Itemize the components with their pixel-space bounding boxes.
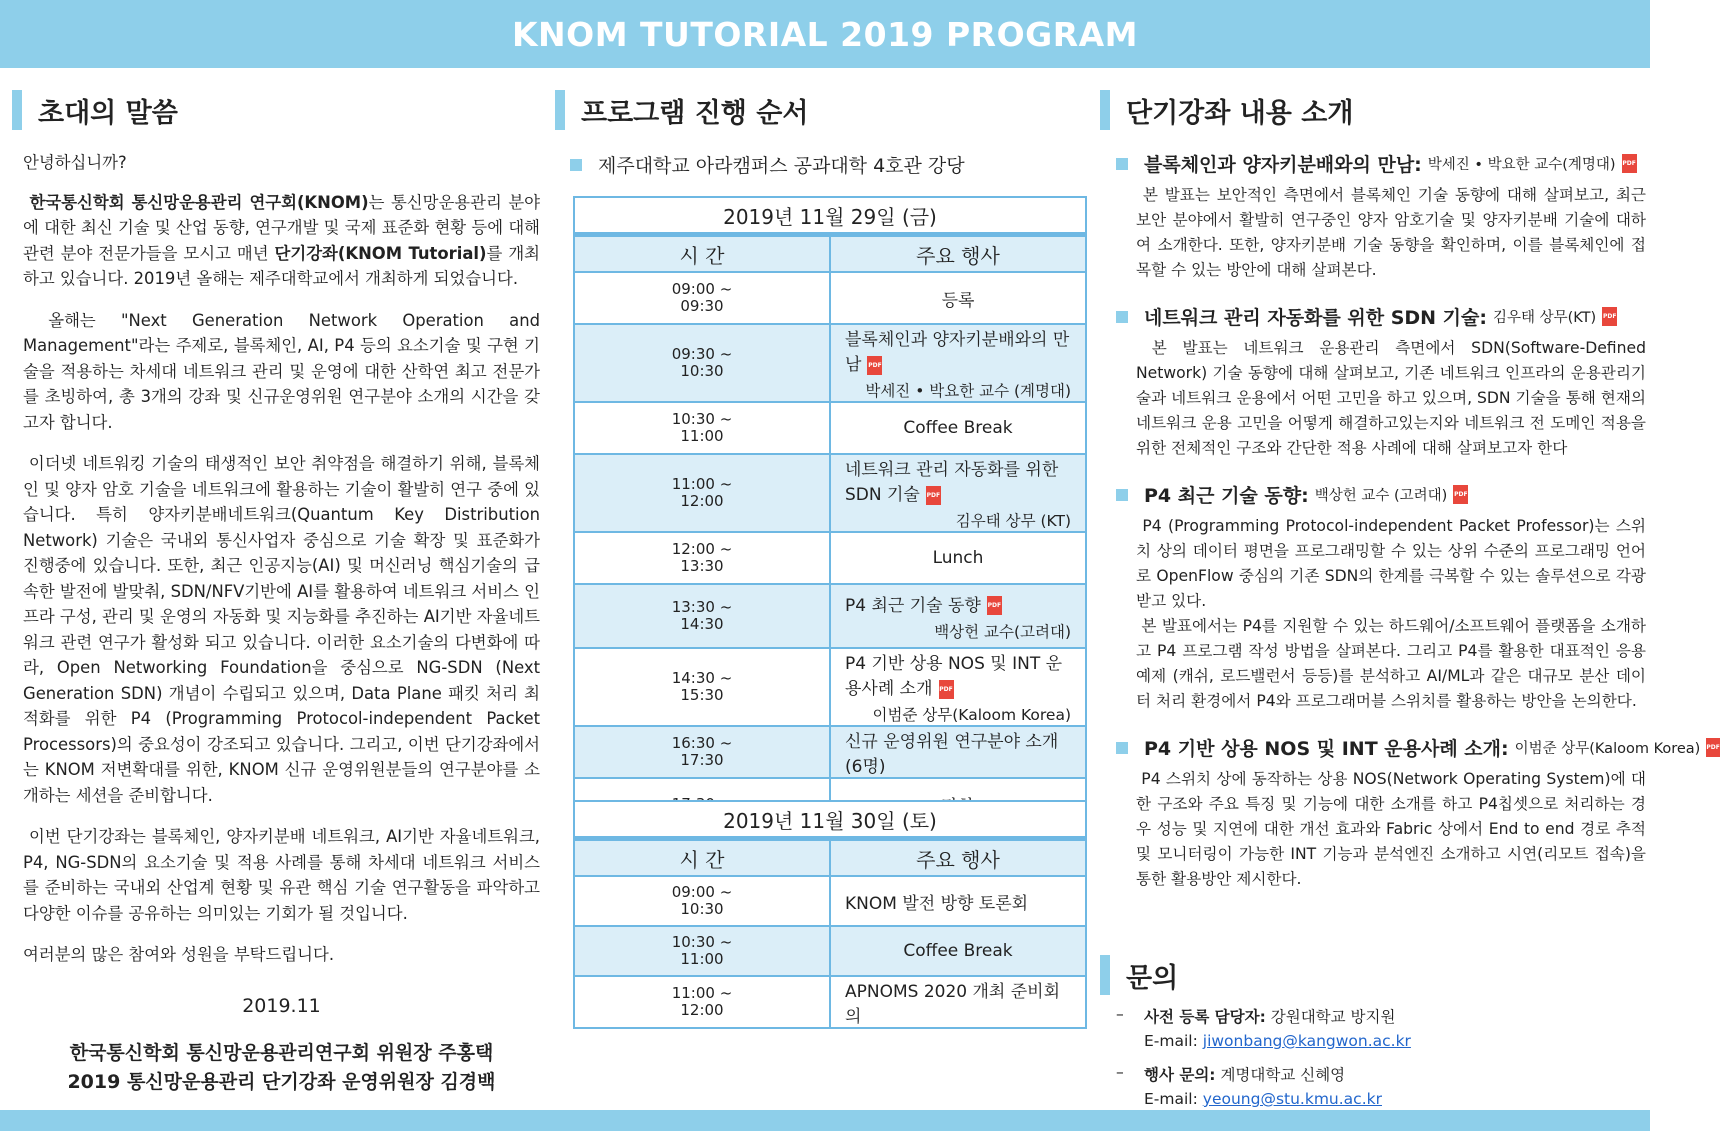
lecture-description [1116, 183, 1646, 283]
welcome-p1-b: 를 개최하고 있습니다. 2019년 올해는 제주대학교에서 개최하게 되었습니다. [23, 243, 541, 288]
bullet-square-icon [1116, 489, 1128, 501]
pdf-icon[interactable]: PDF [987, 596, 1002, 615]
header-banner [0, 0, 1650, 68]
bullet-square-icon [1116, 742, 1128, 754]
greeting: 안녕하십니까? [23, 153, 127, 172]
event-speaker: 김우태 상무 (KT) [955, 512, 1071, 530]
time-end: 11:00 [680, 427, 724, 445]
contact-section-title [1100, 955, 1178, 995]
time-start: 16:30 ~ [671, 734, 733, 752]
lecture-title: 블록체인과 양자키분배와의 만남: [1144, 154, 1422, 176]
table-row [574, 726, 1086, 778]
lecture-speaker: 백상헌 교수 (고려대) [1314, 488, 1448, 504]
event-cell: APNOMS 2020 개최 준비회의 [830, 976, 1086, 1028]
time-end: 10:30 [680, 362, 724, 380]
table-row [574, 876, 1086, 926]
welcome-p2-text: 올해는 "Next Generation Network Operation and Management"라는 주제로, 블록체인, AI, P4 등의 요소기술 및 구현 기술을 적용하는 차세대 네트워크 관리 및 운영에 대한 산학연 최고 전문가를 초빙하여, 총 3개의 강좌 및 신규운영위원 연구분야 소개의 시간을 갖고자 합니다. [23, 310, 540, 432]
event-speaker: 백상헌 교수(고려대) [934, 622, 1071, 641]
section-accent-bar [1100, 90, 1110, 130]
time-cell [574, 976, 830, 1028]
bullet-square-icon [1116, 311, 1128, 323]
time-end: 13:30 [680, 557, 724, 575]
time-end: 17:30 [680, 751, 724, 769]
contact-name: 계명대학교 신혜영 [1220, 1066, 1346, 1084]
event-cell: Lunch [830, 532, 1086, 584]
lecture-title: P4 최근 기술 동향: [1144, 485, 1309, 507]
welcome-p1-a: 는 통신망운용관리 분야에 대한 최신 기술 및 산업 동향, 연구개발 및 국제 표준화 현황 등에 대해 관련 분야 전문가들을 모시고 매년 [23, 192, 540, 263]
table-row [574, 648, 1086, 726]
contact-role: 사전 등록 담당자: [1144, 1008, 1266, 1026]
time-cell [574, 584, 830, 648]
time-start: 09:00 ~ [671, 883, 733, 901]
pdf-icon[interactable]: PDF [1622, 154, 1637, 173]
time-start: 14:30 ~ [671, 669, 733, 687]
signature [23, 1039, 540, 1097]
lecture-title-line [1116, 150, 1646, 177]
lecture-title-line [1116, 303, 1646, 330]
welcome-title-text: 초대의 말씀 [38, 97, 178, 129]
lecture-title-line [1116, 481, 1646, 508]
lectures-section-title [1100, 90, 1353, 130]
time-cell [574, 324, 830, 402]
program-title-text: 프로그램 진행 순서 [581, 97, 809, 129]
time-cell [574, 532, 830, 584]
program-section-title [555, 90, 808, 130]
org-name: 한국통신학회 통신망운용관리 연구회(KNOM) [29, 192, 369, 212]
event-title: 블록체인과 양자키분배와의 만남 [845, 330, 1070, 375]
table-row [574, 976, 1086, 1028]
lecture-speaker: 김우태 상무(KT) [1493, 310, 1597, 326]
time-cell [574, 726, 830, 778]
email-label: E-mail: [1144, 1032, 1198, 1050]
time-start: 11:00 ~ [671, 984, 733, 1002]
lecture-body-1: 본 발표는 네트워크 운용관리 측면에서 SDN(Software-Defined Network) 기술 동향에 대해 살펴보고, 기존 네트워크 인프라의 운용관리기술과 네트워크 운용에서 어떤 고민을 하고 있으며, SDN 기술을 통해 현재의 네트워크 운용 고민을 어떻게 해결하고있는지와 네트워크 전 도메인 적용을 위한 전체적인 구조와 간단한 적용 사례에 대해 살펴보고자 한다 [1136, 339, 1646, 457]
welcome-text [23, 150, 540, 1097]
page-title: KNOM TUTORIAL 2019 PROGRAM [511, 14, 1139, 54]
section-accent-bar [12, 90, 22, 130]
welcome-p3-text: 이더넷 네트워킹 기술의 태생적인 보안 취약점을 해결하기 위해, 블록체인 및 양자 암호 기술을 네트워크에 활용하는 기술이 활발히 연구 중에 있습니다. 특히 양자키분배네트워크(Quantum Key Distribution Network) 기술은 국내외 통신사업자 중심으로 기술 확장 및 표준화가 진행중에 있습니다. 또한, 최근 인공지능(AI) 및 머신러닝 핵심기술의 급속한 발전에 발맞춰, SDN/NFV기반에 AI를 활용하여 네트워크 서비스 인프라 구성, 관리 및 운영의 자동화 및 지능화를 추진하는 AI기반 자율네트워크 관련 연구가 활성화 되고 있습니다. 이러한 요소기술의 다변화에 따라, Open Networking Foundation을 중심으로 NG-SDN (Next Generation SDN) 개념이 수립되고 있으며, Data Plane 패킷 처리 최적화를 위한 P4 (Programming Protocol-independent Packet Processors)의 중요성이 강조되고 있습니다. 그리고, 이번 단기강좌에서는 KNOM 저변확대를 위한, KNOM 신규 운영위원분들의 연구분야를 소개하는 세션을 준비합니다. [23, 454, 540, 805]
bullet-square-icon [1116, 158, 1128, 170]
venue [570, 151, 965, 178]
time-cell [574, 402, 830, 454]
time-start: 09:00 ~ [671, 280, 733, 298]
time-start: 11:00 ~ [671, 475, 733, 493]
time-start: 09:30 ~ [671, 345, 733, 363]
contact-list [1116, 1005, 1646, 1121]
event-title: P4 최근 기술 동향 [845, 595, 981, 616]
lecture-body-2b: 본 발표에서는 P4를 지원할 수 있는 하드웨어/소프트웨어 플랫폼을 소개하고 P4 프로그램 작성 방법을 살펴본다. 그리고 P4를 활용한 대표적인 응용 예제 (캐쉬, 로드밸런서 등등)를 분석하고 AI/ML과 같은 대규모 분산 데이터 처리 환경에서 P4와 프로그래머블 스위치를 활용하는 방안을 논의한다. [1136, 617, 1646, 710]
lecture-item [1116, 734, 1720, 892]
pdf-icon[interactable]: PDF [1706, 738, 1719, 757]
lecture-title: 네트워크 관리 자동화를 위한 SDN 기술: [1144, 307, 1487, 329]
signature-line-1: 한국통신학회 통신망운용관리연구회 위원장 주홍택 [69, 1042, 494, 1064]
lecture-description [1116, 514, 1646, 714]
event-speaker: 이범준 상무(Kaloom Korea) [872, 706, 1071, 724]
welcome-date: 2019.11 [242, 994, 321, 1017]
col-event-header: 주요 행사 [830, 839, 1086, 877]
contact-name: 강원대학교 방지원 [1270, 1008, 1396, 1026]
schedule-day2-table [573, 800, 1087, 1029]
lecture-item [1116, 481, 1646, 714]
event-speaker: 박세진 • 박요한 교수 (계명대) [865, 382, 1071, 400]
time-end: 12:00 [680, 1001, 724, 1019]
event-cell [830, 454, 1086, 532]
event-cell [830, 584, 1086, 648]
section-accent-bar [1100, 955, 1110, 995]
time-start: 12:00 ~ [671, 540, 733, 558]
time-end: 15:30 [680, 686, 724, 704]
table-row [574, 926, 1086, 976]
time-cell [574, 926, 830, 976]
pdf-icon[interactable]: PDF [1453, 485, 1468, 504]
contact-role: 행사 문의: [1144, 1066, 1216, 1084]
event-title: 네트워크 관리 자동화를 위한 SDN 기술 [845, 460, 1059, 505]
table-row [574, 402, 1086, 454]
pdf-icon[interactable]: PDF [939, 680, 954, 699]
lectures-title-text: 단기강좌 내용 소개 [1126, 97, 1354, 129]
venue-text: 제주대학교 아라캠퍼스 공과대학 4호관 강당 [598, 155, 965, 177]
footer-bar [0, 1110, 1650, 1131]
welcome-paragraph-1 [23, 190, 540, 292]
dash-bullet: – [1116, 1063, 1124, 1081]
time-cell [574, 876, 830, 926]
lecture-body-0: 본 발표는 보안적인 측면에서 블록체인 기술 동향에 대해 살펴보고, 최근 보안 분야에서 활발히 연구중인 양자 암호기술 및 양자키분배 기술에 대하여 소개한다. 또한, 양자키분배 기술 동향을 확인하며, 이를 블록체인에 접목할 수 있는 방안에 대해 살펴본다. [1136, 186, 1646, 279]
time-start: 10:30 ~ [671, 410, 733, 428]
email-label: E-mail: [1144, 1090, 1198, 1108]
time-cell [574, 648, 830, 726]
time-end: 12:00 [680, 492, 724, 510]
time-cell [574, 272, 830, 324]
table-row [574, 454, 1086, 532]
table-row [574, 532, 1086, 584]
col-time-header: 시 간 [574, 235, 830, 273]
event-cell: 신규 운영위원 연구분야 소개 (6명) [830, 726, 1086, 778]
signature-line-2: 2019 통신망운용관리 단기강좌 운영위원장 김경백 [67, 1071, 496, 1093]
event-cell [830, 324, 1086, 402]
time-end: 09:30 [680, 297, 724, 315]
lecture-item [1116, 150, 1646, 283]
lecture-item [1116, 303, 1646, 461]
dash-bullet: – [1116, 1005, 1124, 1023]
table-row [574, 584, 1086, 648]
event-cell: Coffee Break [830, 926, 1086, 976]
lecture-list [1116, 150, 1720, 912]
bullet-square-icon [570, 159, 582, 171]
welcome-paragraph-5: 여러분의 많은 참여와 성원을 부탁드립니다. [23, 945, 335, 964]
lecture-speaker: 박세진 • 박요한 교수(계명대) [1427, 157, 1616, 173]
event-cell: Coffee Break [830, 402, 1086, 454]
pdf-icon[interactable]: PDF [926, 486, 941, 505]
welcome-paragraph-2 [23, 308, 540, 436]
welcome-p4-text: 이번 단기강좌는 블록체인, 양자키분배 네트워크, AI기반 자율네트워크, P4, NG-SDN의 요소기술 및 적용 사례를 통해 차세대 네트워크 서비스를 준비하는 국내외 산업계 현황 및 유관 핵심 기술 연구활동을 파악하고 다양한 이슈를 공유하는 의미있는 기회가 될 것입니다. [23, 827, 540, 923]
col-time-header: 시 간 [574, 839, 830, 877]
contact-email-link[interactable]: yeoung@stu.kmu.ac.kr [1202, 1090, 1382, 1108]
time-start: 13:30 ~ [671, 598, 733, 616]
time-end: 11:00 [680, 950, 724, 968]
contact-title-text: 문의 [1126, 962, 1179, 994]
welcome-paragraph-4 [23, 824, 540, 926]
schedule-day1-table [573, 196, 1087, 831]
welcome-paragraph-3 [23, 451, 540, 808]
table-row [574, 272, 1086, 324]
time-start: 10:30 ~ [671, 933, 733, 951]
lecture-description [1116, 336, 1646, 461]
table-row [574, 324, 1086, 402]
event-cell: KNOM 발전 방향 토론회 [830, 876, 1086, 926]
day1-date: 2019년 11월 29일 (금) [574, 197, 1086, 235]
lecture-title: P4 기반 상용 NOS 및 INT 운용사례 소개: [1144, 738, 1509, 760]
day2-date: 2019년 11월 30일 (토) [574, 801, 1086, 839]
time-end: 14:30 [680, 615, 724, 633]
contact-email-link[interactable]: jiwonbang@kangwon.ac.kr [1202, 1032, 1411, 1050]
contact-item [1116, 1063, 1646, 1111]
welcome-section-title [12, 90, 178, 130]
lecture-speaker: 이범준 상무(Kaloom Korea) [1514, 741, 1701, 757]
lecture-body-2: P4 (Programming Protocol-independent Packet Professor)는 스위치 상의 데이터 평면을 프로그래밍할 수 있는 상위 수준의 프로그래밍 언어로 OpenFlow 중심의 기존 SDN의 한계를 극복할 수 있는 솔루션으로 각광받고 있다. [1136, 517, 1646, 610]
time-end: 10:30 [680, 900, 724, 918]
pdf-icon[interactable]: PDF [1602, 307, 1617, 326]
contact-item [1116, 1005, 1646, 1053]
section-accent-bar [555, 90, 565, 130]
lecture-description [1116, 767, 1646, 892]
time-cell [574, 454, 830, 532]
event-cell [830, 648, 1086, 726]
event-cell: 등록 [830, 272, 1086, 324]
event-title: P4 기반 상용 NOS 및 INT 운용사례 소개 [845, 654, 1063, 699]
pdf-icon[interactable]: PDF [867, 356, 882, 375]
col-event-header: 주요 행사 [830, 235, 1086, 273]
lecture-body-3: P4 스위치 상에 동작하는 상용 NOS(Network Operating System)에 대한 구조와 주요 특징 및 기능에 대한 소개를 하고 P4칩셋으로 처리하는 경우 성능 및 지연에 대한 개선 효과와 Fabric 상에서 End to end 경로 추적 및 모니터링이 가능한 INT 기능과 분석엔진 소개하고 시연(리모트 접속)을 통한 활용방안 제시한다. [1136, 770, 1646, 888]
tutorial-name: 단기강좌(KNOM Tutorial) [274, 243, 487, 263]
lecture-title-line [1116, 734, 1720, 761]
